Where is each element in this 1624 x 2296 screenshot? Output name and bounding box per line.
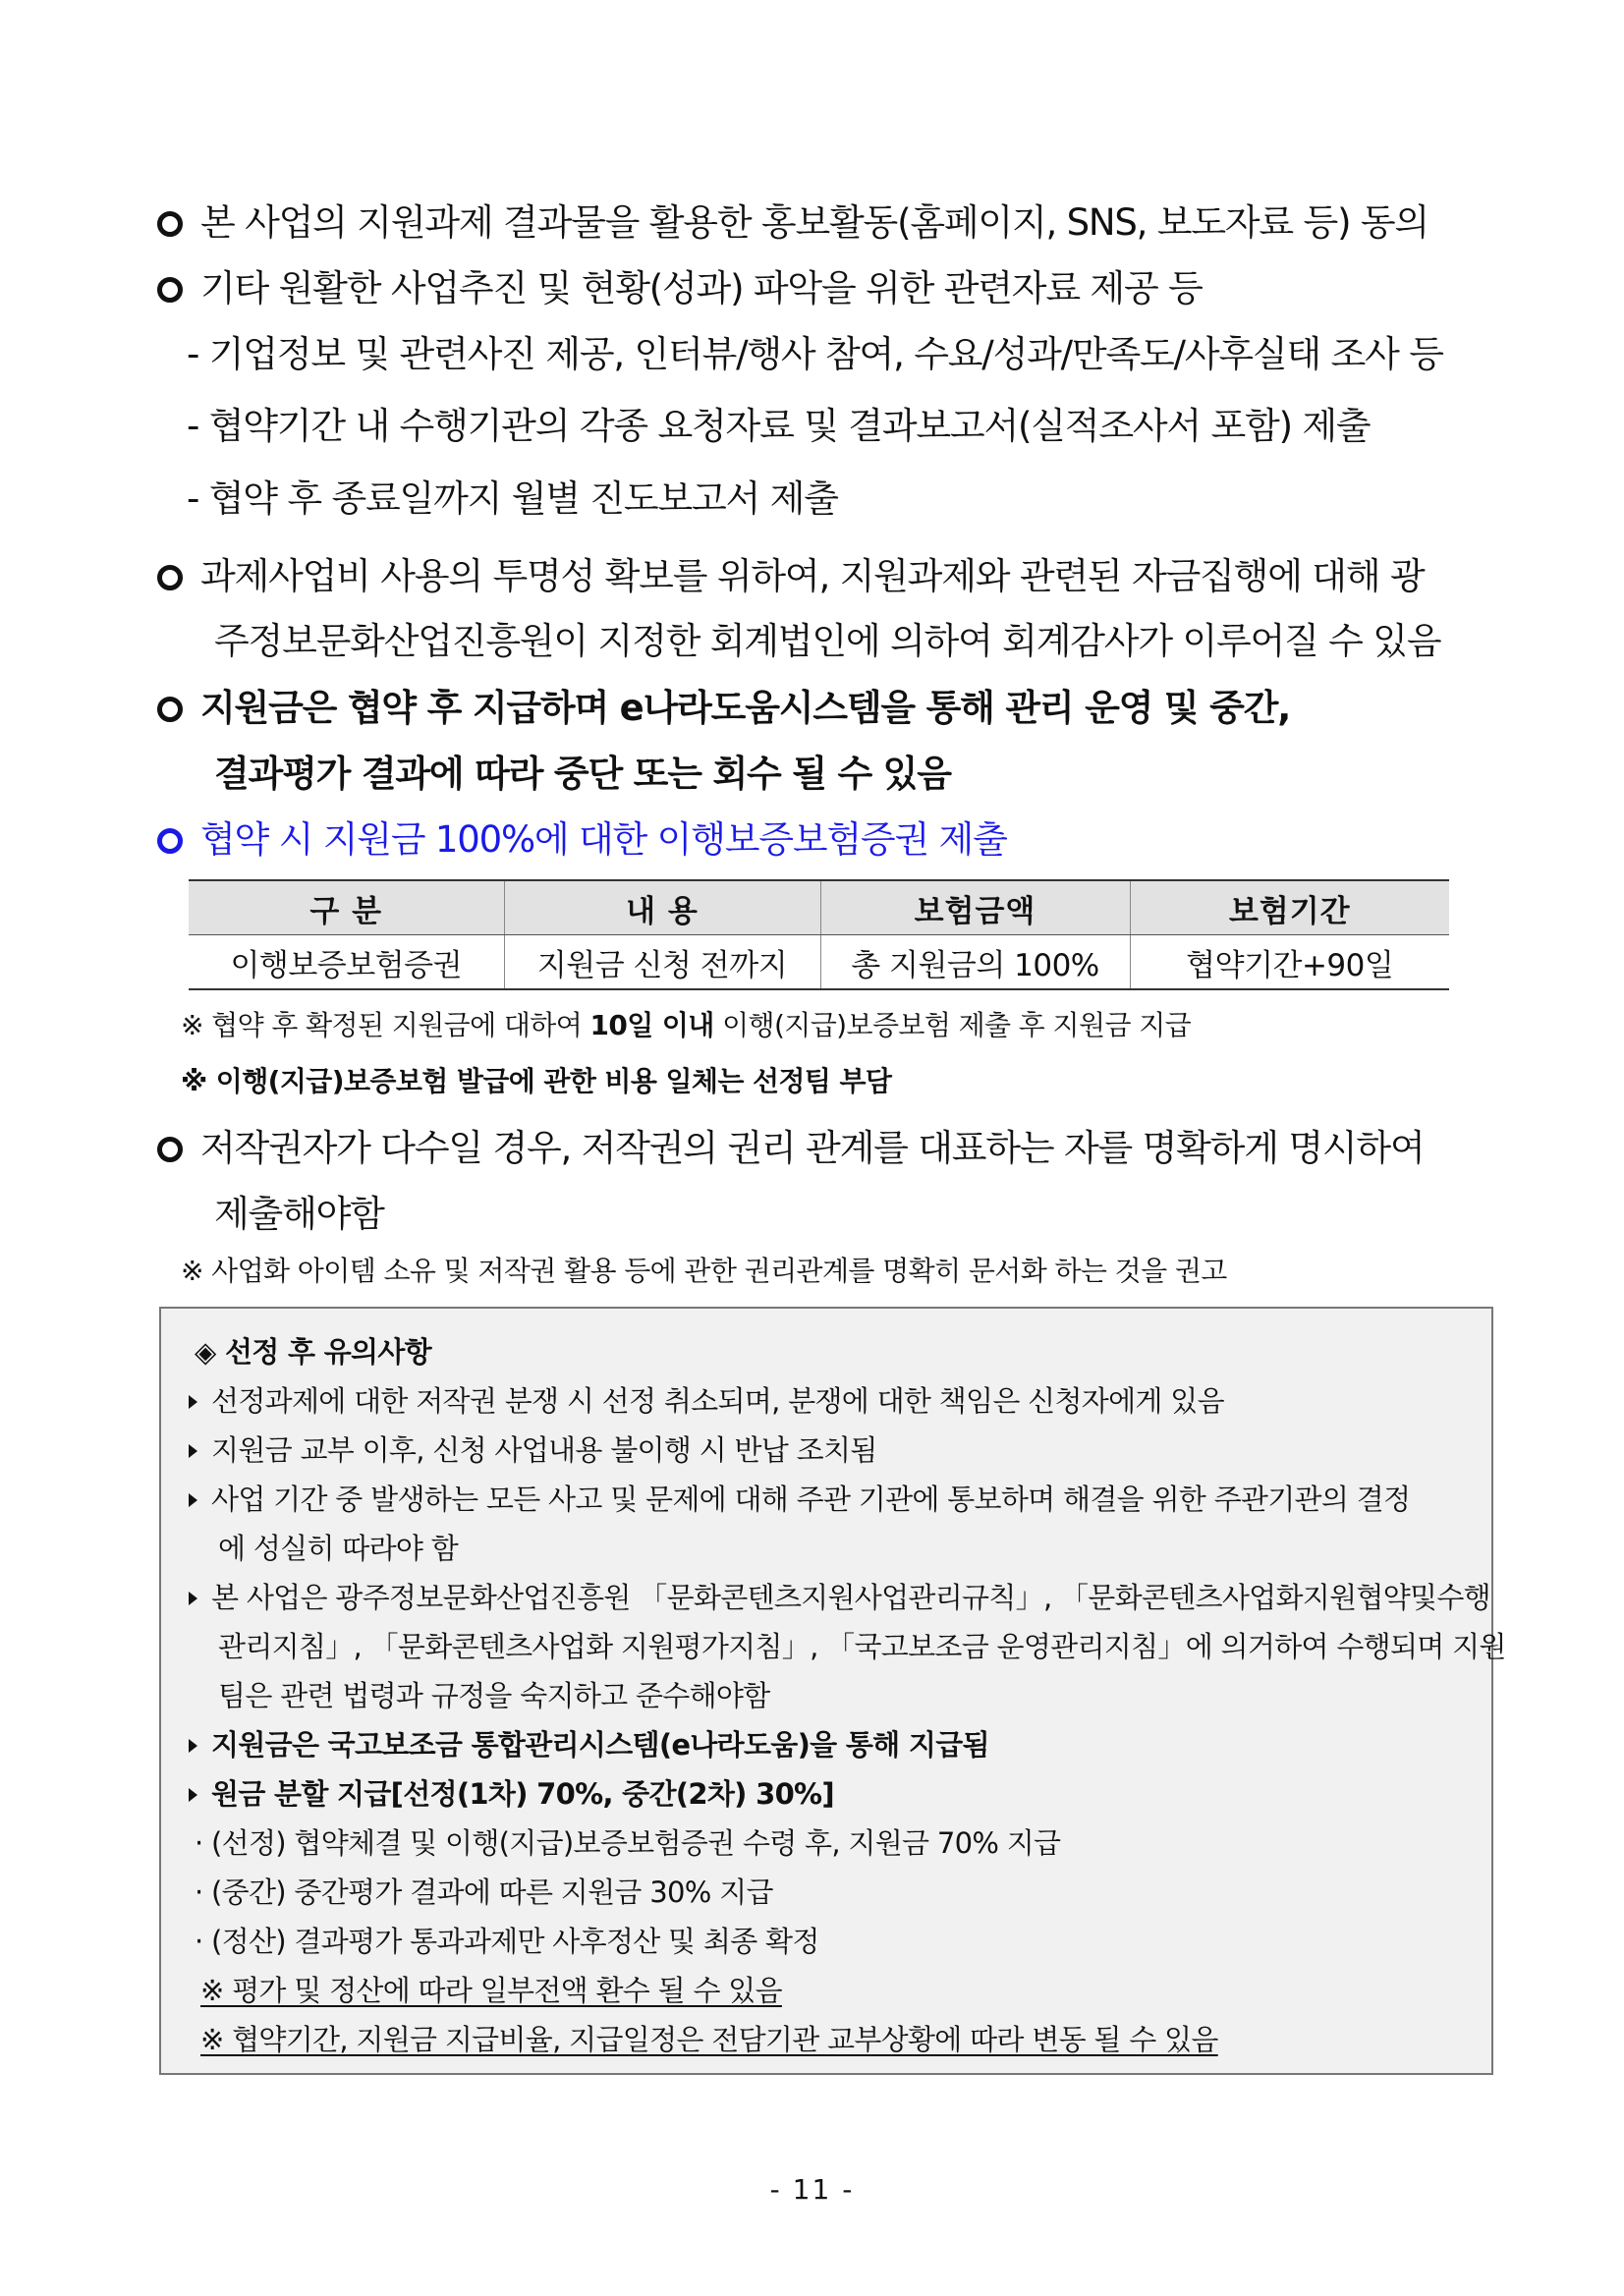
notice-item: 본 사업은 광주정보문화산업진흥원 「문화콘텐츠지원사업관리규칙」, 「문화콘텐츠사업화지원협약및수행 (189, 1576, 1490, 1616)
table-header-cell: 구 분 (189, 880, 504, 935)
notice-item: 사업 기간 중 발생하는 모든 사고 및 문제에 대해 주관 기관에 통보하며 해결을 위한 주관기관의 결정 (189, 1478, 1410, 1518)
triangle-bullet-icon (189, 1739, 197, 1753)
paragraph-audit-cont: 주정보문화산업진흥원이 지정한 회계법인에 의하여 회계감사가 이루어질 수 있음 (214, 620, 1441, 662)
sub-item-company-info: - 기업정보 및 관련사진 제공, 인터뷰/행사 참여, 수요/성과/만족도/사후실태 조사 등 (187, 333, 1443, 375)
page-number: - 11 - (769, 2173, 855, 2206)
sub-item-report-submission: - 협약기간 내 수행기관의 각종 요청자료 및 결과보고서(실적조사서 포함) 제출 (187, 405, 1371, 447)
sub-item-monthly-report: - 협약 후 종료일까지 월별 진도보고서 제출 (187, 477, 838, 520)
table-header-cell: 내 용 (504, 880, 820, 935)
circle-bullet-icon (157, 277, 183, 303)
notice-sub-item: · (선정) 협약체결 및 이행(지급)보증보험증권 수령 후, 지원금 70% 지급 (195, 1826, 1061, 1860)
table-header-row (189, 880, 1449, 935)
triangle-bullet-icon (189, 1395, 197, 1409)
table-row (189, 935, 1449, 990)
paragraph-payment-bold-cont: 결과평가 결과에 따라 중단 또는 회수 될 수 있음 (214, 753, 951, 795)
notice-sub-item: · (중간) 중간평가 결과에 따른 지원금 30% 지급 (195, 1876, 773, 1909)
circle-bullet-icon (157, 697, 183, 722)
insurance-table (189, 879, 1449, 990)
paragraph-payment-bold: 지원금은 협약 후 지급하며 e나라도움시스템을 통해 관리 운영 및 중간, (157, 678, 1290, 731)
notice-item: 원금 분할 지급[선정(1차) 70%, 중간(2차) 30%] (189, 1772, 834, 1813)
paragraph-copyright-cont: 제출해야함 (214, 1193, 384, 1235)
notice-box (159, 1307, 1506, 2075)
circle-bullet-icon (157, 828, 183, 854)
notice-item: 선정과제에 대한 저작권 분쟁 시 선정 취소되며, 분쟁에 대한 책임은 신청자에게 있음 (189, 1379, 1224, 1420)
circle-bullet-icon (157, 1137, 183, 1162)
paragraph-copyright: 저작권자가 다수일 경우, 저작권의 권리 관계를 대표하는 자를 명확하게 명시하여 (157, 1118, 1425, 1171)
notice-item-cont: 팀은 관련 법령과 규정을 숙지하고 준수해야함 (218, 1679, 770, 1712)
notice-note: ※ 평가 및 정산에 따라 일부전액 환수 될 수 있음 (200, 1974, 782, 2007)
circle-bullet-icon (157, 565, 183, 590)
notice-title: ◈ 선정 후 유의사항 (195, 1335, 431, 1369)
triangle-bullet-icon (189, 1444, 197, 1458)
paragraph-promotion-consent: 본 사업의 지원과제 결과물을 활용한 홍보활동(홈페이지, SNS, 보도자료 등) 동의 (157, 193, 1428, 246)
triangle-bullet-icon (189, 1788, 197, 1802)
notice-item: 지원금 교부 이후, 신청 사업내용 불이행 시 반납 조치됨 (189, 1428, 877, 1469)
table-cell: 협약기간+90일 (1130, 935, 1449, 990)
table-cell: 이행보증보험증권 (189, 935, 504, 990)
notice-item: 지원금은 국고보조금 통합관리시스템(e나라도움)을 통해 지급됨 (189, 1723, 989, 1764)
table-header-cell: 보험금액 (820, 880, 1130, 935)
table-cell: 총 지원금의 100% (820, 935, 1130, 990)
triangle-bullet-icon (189, 1493, 197, 1507)
notice-item-cont: 관리지침」, 「문화콘텐츠사업화 지원평가지침」, 「국고보조금 운영관리지침」에 의거하여 수행되며 지원 (218, 1630, 1506, 1663)
notice-item-cont: 에 성실히 따라야 함 (218, 1532, 459, 1565)
paragraph-data-provision: 기타 원활한 사업추진 및 현황(성과) 파악을 위한 관련자료 제공 등 (157, 258, 1203, 311)
circle-bullet-icon (157, 211, 183, 237)
note-rights-document: ※ 사업화 아이템 소유 및 저작권 활용 등에 관한 권리관계를 명확히 문서화 하는 것을 권고 (181, 1255, 1227, 1287)
note-insurance-cost: ※ 이행(지급)보증보험 발급에 관한 비용 일체는 선정팀 부담 (181, 1065, 892, 1097)
paragraph-guarantee-insurance: 협약 시 지원금 100%에 대한 이행보증보험증권 제출 (157, 810, 1007, 863)
paragraph-audit: 과제사업비 사용의 투명성 확보를 위하여, 지원과제와 관련된 자금집행에 대해 광 (157, 546, 1425, 599)
notice-sub-item: · (정산) 결과평가 통과과제만 사후정산 및 최종 확정 (195, 1925, 819, 1958)
table-header-cell: 보험기간 (1130, 880, 1449, 935)
notice-note: ※ 협약기간, 지원금 지급비율, 지급일정은 전담기관 교부상황에 따라 변동 될 수 있음 (200, 2023, 1218, 2056)
note-payment-deadline: ※ 협약 후 확정된 지원금에 대하여 10일 이내 이행(지급)보증보험 제출 후 지원금 지급 (181, 1009, 1192, 1041)
triangle-bullet-icon (189, 1592, 197, 1605)
table-cell: 지원금 신청 전까지 (504, 935, 820, 990)
